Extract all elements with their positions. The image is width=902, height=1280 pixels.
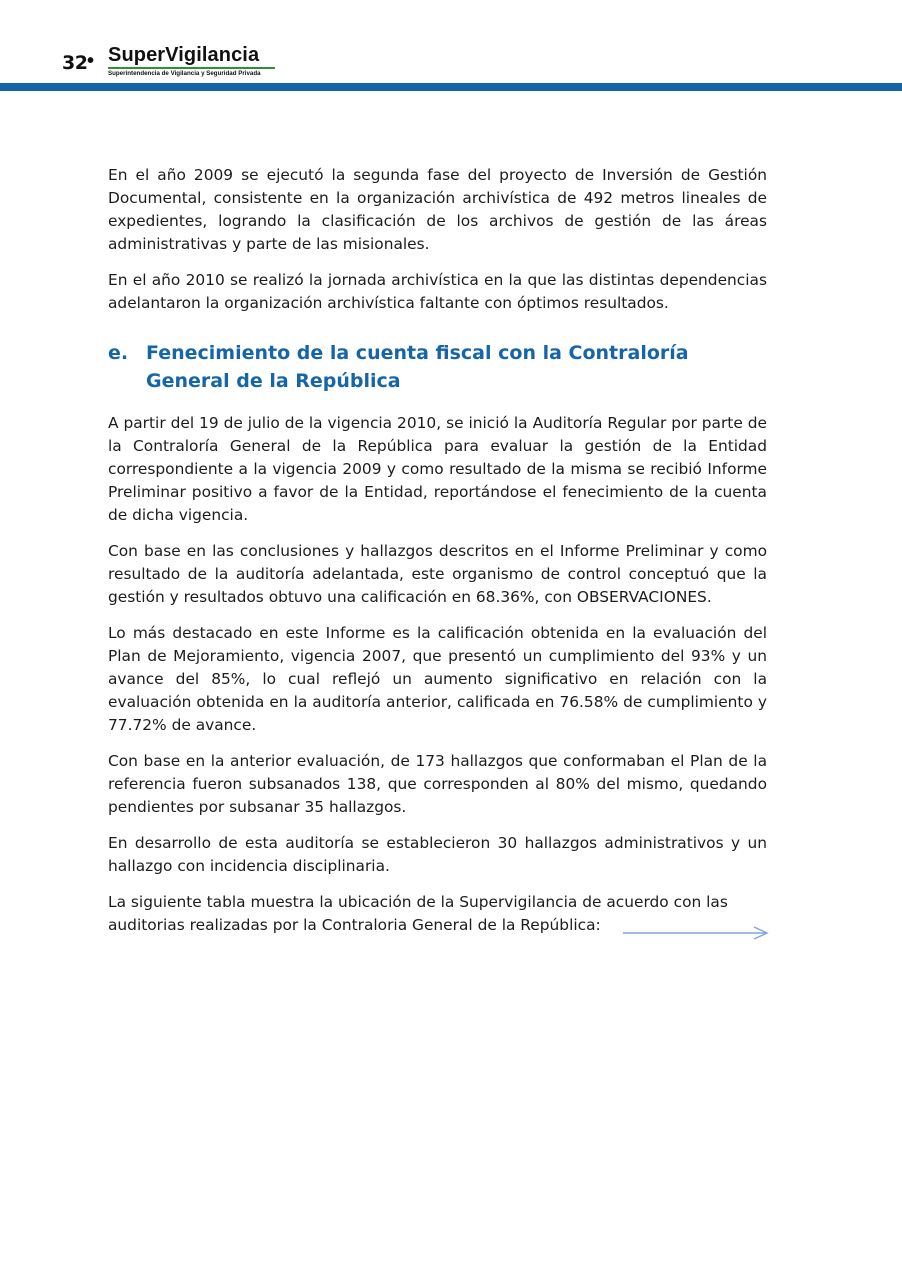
paragraph-hallazgos: Con base en la anterior evaluación, de 173 hallazgos que conformaban el Plan de la referencia fueron subsanados 138, que corresponden al 80% del mismo, quedando pendientes por subsanar 35 hallazgos. [108,752,767,816]
page-header [0,0,902,92]
logo-title: SuperVigilancia [108,44,260,66]
logo-underline [108,67,275,69]
paragraph-conclusiones: Con base en las conclusiones y hallazgos descritos en el Informe Preliminar y como resultado de la auditoría adelantada, este organismo de control conceptuó que la gestión y resultados obtuvo una calificación en 68.36%, con OBSERVACIONES. [108,542,767,606]
section-heading [108,339,767,395]
closing-block [108,891,767,937]
page-number: 32 [62,52,88,74]
section-letter: e. [108,342,129,364]
header-rule [0,83,902,91]
logo-subtitle: Superintendencia de Vigilancia y Seguridad Privada [108,70,261,77]
paragraph-closing: La siguiente tabla muestra la ubicación de la Supervigilancia de acuerdo con las auditorias realizadas por la Contraloria General de la República: [108,893,728,934]
paragraph-auditoria: A partir del 19 de julio de la vigencia 2010, se inició la Auditoría Regular por parte de la Contraloría General de la República para evaluar la gestión de la Entidad correspondiente a la vigencia 2009 y como resultado de la misma se recibió Informe Preliminar positivo a favor de la Entidad, reportándose el fenecimiento de la cuenta de dicha vigencia. [108,414,767,524]
paragraph-desarrollo: En desarrollo de esta auditoría se establecieron 30 hallazgos administrativos y un hallazgo con incidencia disciplinaria. [108,834,767,875]
section-title: Fenecimiento de la cuenta fiscal con la Contraloría General de la República [146,342,689,392]
page-body [108,164,767,937]
paragraph-intro-1: En el año 2009 se ejecutó la segunda fase del proyecto de Inversión de Gestión Documental, consistente en la organización archivística de 492 metros lineales de expedientes, logrando la clasificación de los archivos de gestión de las áreas administrativas y parte de las misionales. [108,166,767,253]
supervigilancia-logo [108,44,278,77]
paragraph-plan-mejoramiento: Lo más destacado en este Informe es la calificación obtenida en la evaluación del Plan de Mejoramiento, vigencia 2007, que presentó un cumplimiento del 93% y un avance del 85%, lo cual reflejó un aumento significativo en relación con la evaluación obtenida en la auditoría anterior, calificada en 76.58% de cumplimiento y 77.72% de avance. [108,624,767,734]
paragraph-intro-2: En el año 2010 se realizó la jornada archivística en la que las distintas dependencias adelantaron la organización archivística faltante con óptimos resultados. [108,271,767,312]
header-bullet: • [87,50,95,72]
arrow-right-icon [623,926,769,940]
